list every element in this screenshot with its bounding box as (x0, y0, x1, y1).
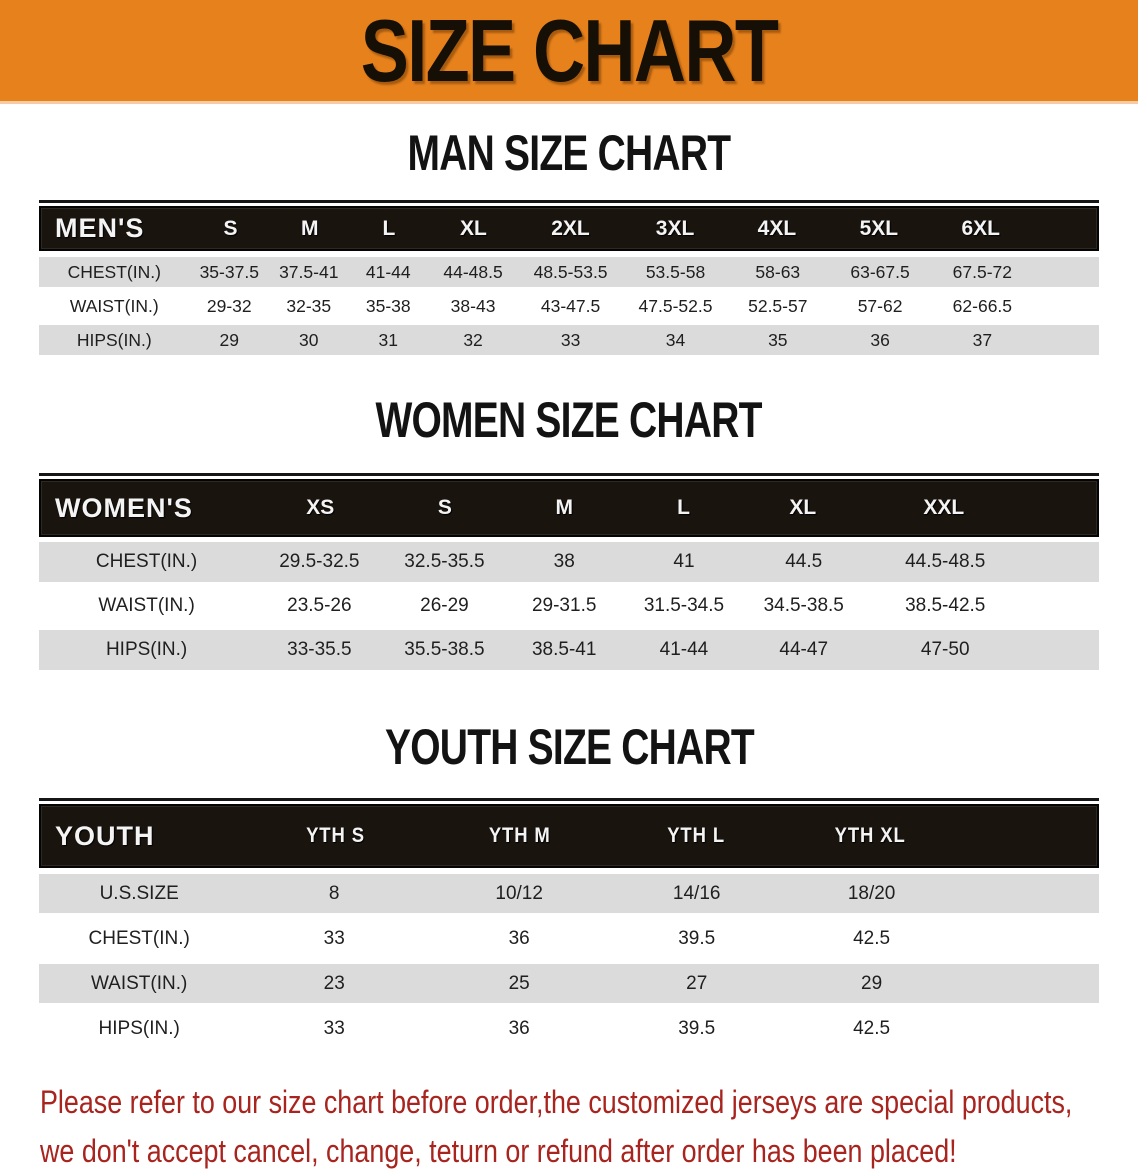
measurement-value: 32-35 (286, 295, 332, 316)
measurement-value: 48.5-53.5 (533, 261, 608, 282)
men-section (0, 125, 1138, 355)
measurement-value: 35-37.5 (199, 261, 259, 282)
size-header-cell: S (223, 216, 238, 240)
measurement-value: 33-35.5 (287, 639, 352, 660)
measurement-value: 41-44 (365, 261, 411, 282)
measurement-value: 27 (686, 972, 708, 994)
measurement-row (39, 1009, 1099, 1048)
measurement-value: 30 (299, 329, 319, 350)
mens-size-table (39, 200, 1099, 355)
table-title-cell: MEN'S (55, 213, 145, 243)
measurement-value: 33 (323, 927, 345, 949)
measurement-value: 31.5-34.5 (643, 595, 725, 616)
measurement-value: 29-31.5 (531, 595, 597, 616)
measurement-label: CHEST(IN.) (88, 927, 190, 949)
measurement-value: 38-43 (450, 295, 496, 316)
table-top-rule (39, 798, 1099, 801)
measurement-value: 32 (463, 329, 483, 350)
measurement-value: 25 (508, 972, 530, 994)
measurement-value: 62-66.5 (952, 295, 1013, 316)
measurement-value: 38.5-42.5 (905, 595, 986, 616)
women-section-heading: WOMEN SIZE CHART (375, 392, 763, 448)
size-header-cell: L (382, 216, 396, 240)
size-header-cell: L (677, 496, 690, 519)
size-header-cell: XS (306, 496, 335, 519)
measurement-value: 29-32 (206, 295, 252, 316)
measurement-value: 29 (861, 972, 883, 994)
measurement-value: 23.5-26 (287, 595, 352, 616)
womens-size-table (39, 473, 1099, 670)
size-header-cell: 4XL (757, 216, 797, 240)
measurement-value: 36 (870, 329, 890, 350)
men-section-heading: MAN SIZE CHART (407, 125, 731, 181)
measurement-label: HIPS(IN.) (105, 639, 188, 660)
size-header-cell: S (437, 496, 452, 519)
table-top-rule (39, 473, 1099, 476)
women-section (0, 392, 1138, 670)
measurement-value: 14/16 (672, 882, 721, 904)
measurement-value: 52.5-57 (748, 295, 808, 316)
measurement-value: 29 (219, 329, 239, 350)
youth-section (0, 719, 1138, 1048)
size-header-cell: XXL (923, 496, 965, 519)
measurement-value: 47-50 (920, 639, 970, 660)
measurement-value: 8 (328, 882, 340, 904)
measurement-value: 18/20 (847, 882, 896, 904)
disclaimer (40, 1078, 1138, 1176)
size-header-cell: YTH L (667, 824, 726, 847)
measurement-value: 36 (508, 1017, 530, 1039)
size-header-cell: YTH S (305, 824, 365, 847)
measurement-label: WAIST(IN.) (90, 972, 188, 994)
measurement-value: 44-48.5 (443, 261, 503, 282)
measurement-value: 63-67.5 (850, 261, 910, 282)
measurement-value: 41 (673, 551, 695, 572)
measurement-value: 23 (323, 972, 345, 994)
table-header-row (39, 804, 1099, 868)
size-header-cell: XL (459, 216, 487, 240)
measurement-value: 41-44 (659, 639, 709, 660)
page-title: SIZE CHART (360, 0, 778, 100)
measurement-label: WAIST(IN.) (98, 595, 195, 616)
measurement-label: HIPS(IN.) (76, 329, 152, 350)
measurement-value: 10/12 (495, 882, 543, 904)
measurement-value: 53.5-58 (645, 261, 706, 282)
measurement-row (39, 919, 1099, 958)
measurement-label: U.S.SIZE (99, 882, 179, 904)
measurement-value: 26-29 (420, 595, 469, 616)
measurement-row (39, 291, 1099, 321)
measurement-value: 33 (323, 1017, 345, 1039)
measurement-row (39, 586, 1099, 626)
size-header-cell: M (555, 496, 573, 519)
measurement-value: 39.5 (678, 1017, 716, 1039)
size-header-cell: YTH M (488, 824, 551, 847)
table-title-cell: WOMEN'S (55, 492, 193, 523)
youth-section-heading: YOUTH SIZE CHART (384, 719, 754, 775)
measurement-value: 35-38 (365, 295, 411, 316)
measurement-value: 33 (560, 329, 581, 350)
measurement-value: 31 (378, 329, 398, 350)
measurement-value: 44.5-48.5 (905, 551, 986, 572)
measurement-value: 44.5 (785, 551, 823, 572)
measurement-value: 42.5 (853, 927, 891, 949)
measurement-value: 47.5-52.5 (638, 295, 713, 316)
measurement-row (39, 630, 1099, 670)
size-header-cell: XL (789, 496, 817, 519)
measurement-value: 44-47 (779, 639, 829, 660)
measurement-label: HIPS(IN.) (98, 1017, 180, 1039)
size-header-cell: M (300, 216, 319, 240)
measurement-label: CHEST(IN.) (95, 551, 198, 572)
measurement-row (39, 542, 1099, 582)
measurement-value: 34.5-38.5 (763, 595, 844, 616)
measurement-value: 36 (508, 927, 530, 949)
table-header-row (39, 479, 1099, 537)
measurement-value: 42.5 (853, 1017, 891, 1039)
disclaimer-line-1: Please refer to our size chart before order,the customized jerseys are special products, (40, 1084, 1073, 1120)
table-title-cell: YOUTH (55, 820, 155, 851)
measurement-value: 35 (768, 329, 788, 350)
size-header-cell: 3XL (655, 216, 695, 240)
measurement-label: CHEST(IN.) (67, 261, 161, 282)
measurement-value: 37.5-41 (279, 261, 339, 282)
measurement-value: 37 (972, 329, 993, 350)
disclaimer-line-2: we don't accept cancel, change, teturn or refund after order has been placed! (40, 1133, 957, 1169)
size-header-cell: 2XL (551, 216, 590, 240)
measurement-label: WAIST(IN.) (69, 295, 159, 316)
banner (0, 0, 1138, 104)
measurement-row (39, 874, 1099, 913)
table-header-row (39, 206, 1099, 251)
measurement-value: 29.5-32.5 (279, 551, 360, 572)
youth-size-table (39, 798, 1099, 1048)
measurement-value: 58-63 (755, 261, 801, 282)
measurement-value: 43-47.5 (540, 295, 601, 316)
measurement-value: 34 (665, 329, 686, 350)
measurement-value: 39.5 (678, 927, 716, 949)
measurement-value: 67.5-72 (952, 261, 1013, 282)
measurement-row (39, 964, 1099, 1003)
measurement-row (39, 257, 1099, 287)
measurement-value: 38 (553, 551, 575, 572)
measurement-value: 38.5-41 (531, 639, 597, 660)
size-header-cell: YTH XL (834, 824, 906, 847)
measurement-value: 57-62 (857, 295, 903, 316)
measurement-value: 35.5-38.5 (404, 639, 485, 660)
measurement-row (39, 325, 1099, 355)
table-top-rule (39, 200, 1099, 203)
size-header-cell: 6XL (961, 216, 1000, 240)
size-header-cell: 5XL (859, 216, 899, 240)
measurement-value: 32.5-35.5 (404, 551, 485, 572)
